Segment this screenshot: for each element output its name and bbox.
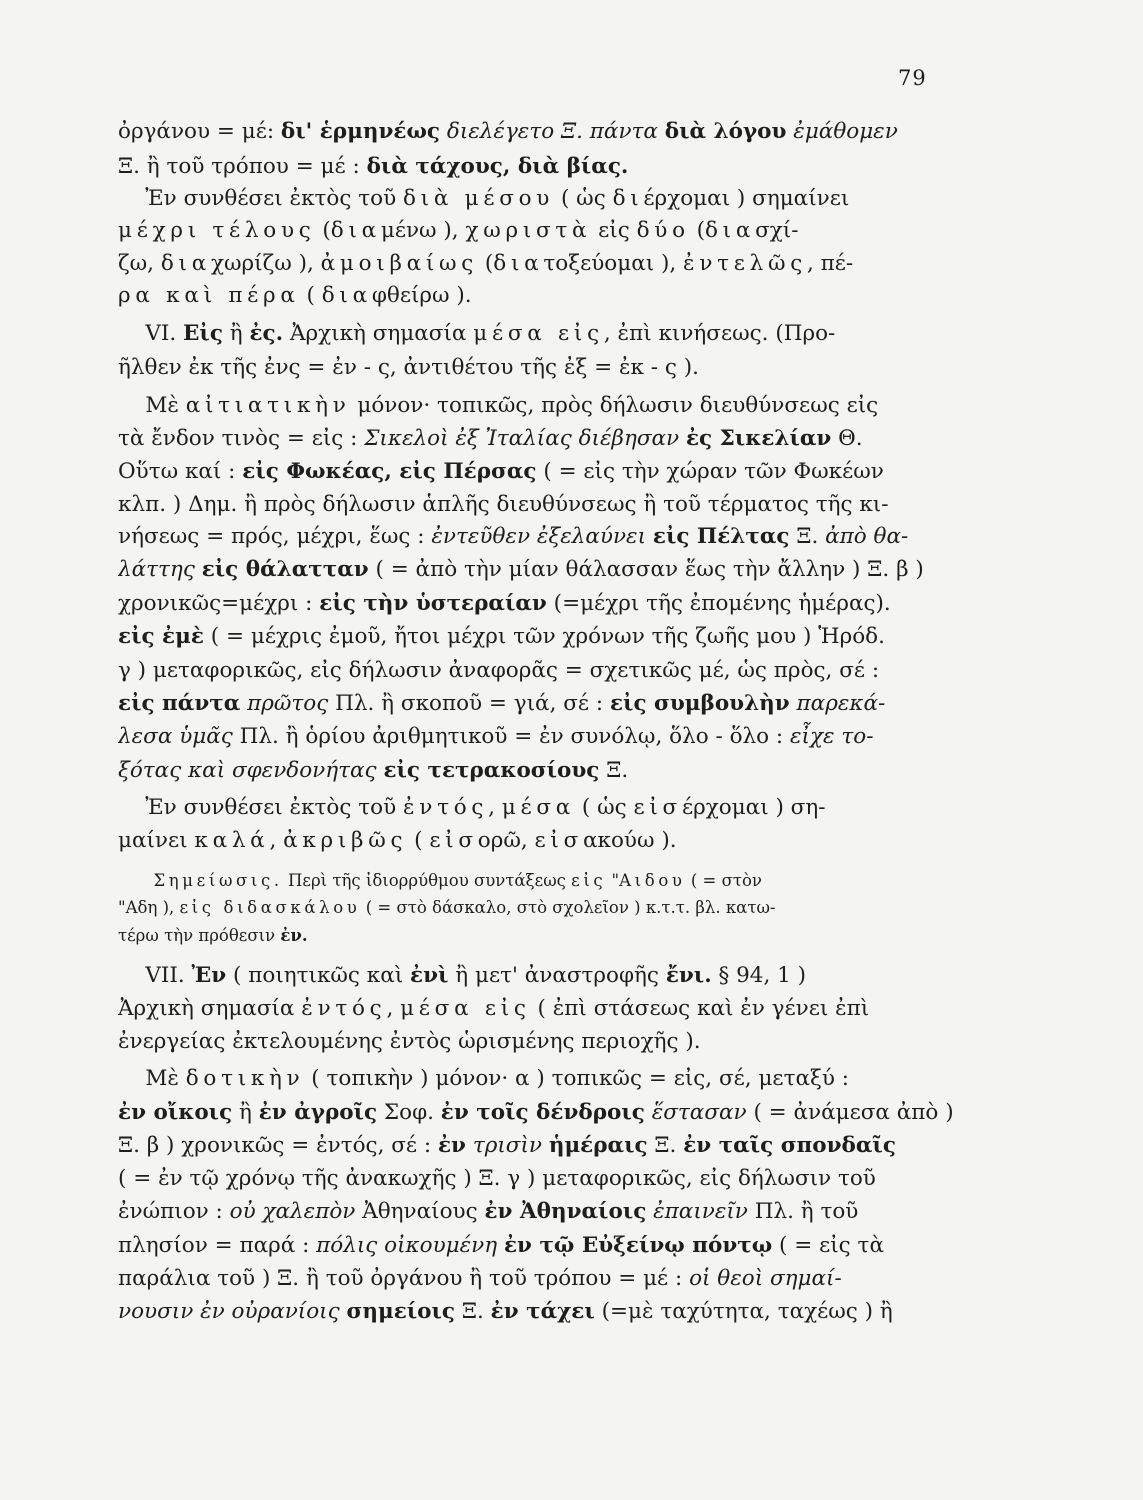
bold-term: εἰς πάντα [118,691,241,716]
bold-term: ἐν οἴκοις [118,1100,233,1125]
bold-term: ἡμέραις [548,1133,648,1158]
text-run: ( τοπικὴν ) μόνον· α ) τοπικῶς = εἰς, σέ, μεταξύ : [304,1066,849,1091]
text-line [118,921,954,951]
text-run: ( [478,251,494,276]
text-run: , ἐπὶ κινήσεως. (Προ- [603,321,836,346]
text-run: Ἀθηναίους [355,1199,485,1224]
bold-term: ἐν [437,1133,466,1158]
text-run: ( ποιητικῶς καὶ [226,963,411,988]
text-run: ( = εἰς τὴν χώραν τῶν Φωκέων [536,459,884,484]
text-line [118,826,954,856]
bold-term: ἐν Ἀθηναίοις [484,1199,647,1224]
spaced-term: δοτικὴν [185,1066,305,1091]
italic-example: ἐντεῦθεν ἐξελαύνει [431,524,647,549]
text-line [118,1027,954,1057]
text-run: , [488,795,502,820]
spaced-term: δια [330,218,381,243]
text-run: VII. [118,963,192,988]
text-run [790,691,797,716]
text-line [118,1164,954,1194]
spaced-term: εἰσ [429,828,478,853]
text-run: ( = μέχρις ἐμοῦ, ἤτοι μέχρι τῶν χρόνων τῆς ζωῆς μου ) Ἡρόδ. [203,624,885,649]
text-run: Θ. [831,426,863,451]
spaced-term: καλά [194,828,270,853]
italic-example: Σικελοὶ ἐξ Ἰταλίας διέβησαν [364,426,680,451]
spaced-term: δια [160,251,211,276]
italic-example: ξότας καὶ σφενδονήτας [118,758,377,783]
text-run: τὰ ἔνδον τινὸς = εἰς : [118,426,365,451]
text-line [118,1098,954,1128]
spaced-term: αἰτιατικὴν [185,393,351,418]
text-line [118,522,954,552]
text-line [118,722,954,752]
text-run: ( [315,218,331,243]
text-run: ( = εἰς τὰ [772,1233,884,1258]
text-run: Πλ. ἢ ὁρίου ἀριθμητικοῦ = ἐν συνόλῳ, ὅλο - ὅλο : [232,724,791,749]
text-run: ζω, [118,251,161,276]
italic-example: παρεκά- [796,691,886,716]
text-run: ( [407,828,430,853]
italic-example: τρισὶν [472,1133,542,1158]
text-run: " [606,871,620,890]
text-run: ορῶ, [477,828,535,853]
spaced-term: μέσα εἰς [473,321,604,346]
spaced-term: ἀμοιβαίως [320,251,479,276]
text-run: Πλ. ἢ σκοποῦ = γιά, σέ : [328,691,610,716]
text-run: Ἐν συνθέσει ἐκτὸς τοῦ [118,186,403,211]
text-run: ἢ [222,321,250,346]
italic-example: ἀπὸ θα- [825,524,909,549]
text-line [118,216,954,246]
bold-term: εἰς Πέλτας [652,524,790,549]
text-run: ( = ἐν τῷ χρόνῳ τῆς ἀνακωχῆς ) Ξ. γ ) μεταφορικῶς, εἰς δήλωσιν τοῦ [118,1166,876,1191]
italic-example: λεσα ὑμᾶς [118,724,233,749]
italic-example: πόλις οἰκουμένη [316,1233,498,1258]
text-run: χωρίζω ), [210,251,321,276]
spaced-term: δια [321,283,372,308]
text-run: Μὲ [118,393,186,418]
text-run [466,1133,473,1158]
bold-term: ἐν τῷ Εὐξείνῳ πόντῳ [503,1233,773,1258]
spaced-term: ἐντελῶς [683,251,807,276]
bold-term: εἰς Φωκέας, εἰς Πέρσας [242,459,537,484]
text-run: , [269,828,284,853]
text-run: Περὶ τῆς ἰδιορρύθμου συντάξεως [282,871,572,890]
text-line [118,1131,954,1161]
text-run: Ἀρχικὴ σημασία [283,321,474,346]
text-run: ( [689,218,705,243]
italic-example: λάττης [118,557,195,582]
text-run [542,1133,549,1158]
text-line [118,656,954,686]
text-run: § 94, 1 ) [711,963,807,988]
spaced-term: εἰς διδασκάλου [179,898,361,917]
text-run: Ἐν συνθέσει ἐκτὸς τοῦ [118,795,403,820]
italic-example: οἱ θεοὶ σημαί- [689,1266,842,1291]
text-line [118,152,954,182]
italic-example: πρῶτος [247,691,329,716]
text-run: Ἀρχικὴ σημασία [118,996,302,1021]
bold-term: ἐς. [249,321,284,346]
text-line [118,555,954,585]
text-line [118,1064,954,1094]
text-line [118,622,954,652]
bold-term: ἐν τοῖς δένδροις [440,1100,645,1125]
spaced-term: χωριστὰ [465,218,592,243]
text-line [118,589,954,619]
spaced-term: δια [704,218,756,243]
text-run: ἐνεργείας ἐκτελουμένης ἐντὸς ὡρισμένης περιοχῆς ). [118,1029,701,1054]
bold-term: ἐν ἀγροῖς [258,1100,378,1125]
text-run: τοξεύομαι ), [543,251,684,276]
text-run: (=μὲ ταχύτητα, ταχέως ) ἢ [594,1299,893,1324]
text-run: , [386,996,401,1021]
text-run: ῆλθεν ἐκ τῆς ἐνς = ἐν - ς, ἀντιθέτου τῆς ἐξ = ἐκ - ς ). [118,355,699,380]
spaced-term: μέχρι τέλους [118,218,316,243]
text-run: ( ὡς [575,795,634,820]
spaced-term: μέσα [501,795,576,820]
text-run: ( ἐπὶ στάσεως καὶ ἐν γένει ἐπὶ [530,996,870,1021]
text-run: Ξ. ἢ τοῦ τρόπου = μέ : [118,154,367,179]
text-line [118,424,954,454]
bold-term: ἐς Σικελίαν [685,426,832,451]
bold-term: ἐν ταῖς σπονδαῖς [683,1133,896,1158]
text-line [118,249,954,279]
text-run: πλησίον = παρά : [118,1233,317,1258]
text-line [118,893,954,923]
text-run: Ξ. [789,524,826,549]
text-run: Μὲ [118,1066,186,1091]
spaced-term: ἐντός [301,996,387,1021]
spaced-term: εἰς [571,871,607,890]
text-run: έρχομαι ) σημαίνει [643,186,850,211]
text-run: ( [299,283,322,308]
text-run: ακούω ). [582,828,677,853]
italic-example: νουσιν ἐν οὐρανίοις [118,1299,340,1324]
text-line [118,866,954,896]
bold-term: εἰς θάλατταν [201,557,369,582]
italic-example: ἕστασαν [651,1100,747,1125]
text-line [118,994,954,1024]
text-run: Ξ. [455,1299,491,1324]
bold-term: ἐνὶ [410,963,449,988]
spaced-term: εἰσ [534,828,583,853]
text-run: Ξ. [647,1133,684,1158]
text-run: φθείρω ). [371,283,472,308]
text-run: γ ) μεταφορικῶς, εἰς δήλωσιν ἀναφορᾶς = σχετικῶς μέ, ὡς πρὸς, σέ : [118,658,880,683]
text-run [440,119,447,144]
text-run [646,524,653,549]
spaced-term: διὰ μέσου [403,186,555,211]
text-run: ἢ μετ' ἀναστροφῆς [448,963,666,988]
italic-example: ἐμάθομεν [793,119,898,144]
bold-term: εἰς τετρακοσίους [383,758,600,783]
text-line [118,1197,954,1227]
text-run: μόνον· τοπικῶς, πρὸς δήλωσιν διευθύνσεως εἰς [350,393,879,418]
spaced-term: Αιδου [619,871,686,890]
text-run [679,426,686,451]
text-run: χρονικῶς=μέχρι : [118,591,320,616]
text-run: ( = ἀπὸ τὴν μίαν θάλασσαν ἕως τὴν ἄλλην ) Ξ. β ) [368,557,924,582]
text-run [645,1100,652,1125]
text-run: ( = στὸν [685,871,762,890]
bold-term: διὰ τάχους, διὰ βίας. [366,154,629,179]
text-line [118,391,954,421]
bold-term: δι' ἑρμηνέως [280,119,441,144]
spaced-term: ρα καὶ πέρα [118,283,300,308]
text-line [118,353,954,383]
text-run [497,1233,504,1258]
text-run: εἰς [591,218,637,243]
text-run: μένω ), [380,218,466,243]
spaced-term: μέσα εἰς [400,996,531,1021]
text-run [658,119,665,144]
text-run: κλπ. ) Δημ. ἢ πρὸς δήλωσιν ἁπλῆς διευθύνσεως ἢ τοῦ τέρματος τῆς κι- [118,492,889,517]
text-line [118,961,954,991]
page-number: 79 [898,66,927,90]
text-run: (=μέχρι τῆς ἐπομένης ἡμέρας). [546,591,891,616]
text-run: Οὕτω καί : [118,459,243,484]
bold-term: εἰς συμβουλὴν [609,691,790,716]
text-run: Σοφ. [377,1100,441,1125]
italic-example: εἶχε το- [790,724,874,749]
spaced-term: δι [612,186,644,211]
spaced-term: Σημείωσις. [118,871,283,890]
bold-term: ἐν τάχει [490,1299,595,1324]
text-run: Ξ. β ) χρονικῶς = ἐντός, σέ : [118,1133,438,1158]
text-run: έρχομαι ) ση- [681,795,826,820]
italic-example: διελέγετο Ξ. πάντα [446,119,658,144]
text-run: , πέ- [807,251,854,276]
text-line [118,281,954,311]
text-run: ἢ [232,1100,259,1125]
text-run: παράλια τοῦ ) Ξ. ἢ τοῦ ὀργάνου ἢ τοῦ τρόπου = μέ : [118,1266,690,1291]
text-run: Πλ. ἢ τοῦ [747,1199,859,1224]
bold-term: Ἐν [191,963,227,988]
text-run: ( ὡς [554,186,613,211]
text-run: "Αδη ), [118,898,180,917]
italic-example: ἐπαινεῖν [653,1199,748,1224]
text-line [118,756,954,786]
text-line [118,184,954,214]
spaced-term: δια [493,251,544,276]
text-run: Ξ. [599,758,629,783]
bold-term: ἐν. [280,926,308,945]
text-run: ὀργάνου = μέ: [118,119,281,144]
bold-term: διὰ λόγου [664,119,787,144]
text-line [118,457,954,487]
spaced-term: ἐντός [403,795,489,820]
bold-term: ἔνι. [665,963,712,988]
text-line [118,490,954,520]
text-run: ( = ἀνάμεσα ἀπὸ ) [746,1100,954,1125]
text-line [118,1297,954,1327]
text-run: ( = στὸ δάσκαλο, στὸ σχολεῖον ) κ.τ.τ. βλ. κατω- [360,898,776,917]
text-run: νήσεως = πρός, μέχρι, ἕως : [118,524,432,549]
text-line [118,1231,954,1261]
bold-term: σημείοις [346,1299,455,1324]
text-line [118,117,954,147]
spaced-term: εἰσ [633,795,682,820]
text-run: μαίνει [118,828,195,853]
spaced-term: δύο [636,218,690,243]
text-line [118,1264,954,1294]
bold-term: εἰς τὴν ὑστεραίαν [319,591,547,616]
text-line [118,319,954,349]
text-run [195,557,202,582]
italic-example: οὐ χαλεπὸν [229,1199,356,1224]
bold-term: εἰς ἐμὲ [118,624,204,649]
spaced-term: ἀκριβῶς [283,828,408,853]
text-run: σχί- [755,218,799,243]
text-run: ἐνώπιον : [118,1199,230,1224]
text-line [118,793,954,823]
bold-term: Εἰς [183,321,223,346]
text-run: τέρω τὴν πρόθεσιν [118,926,281,945]
text-line [118,689,954,719]
text-run: VI. [118,321,184,346]
